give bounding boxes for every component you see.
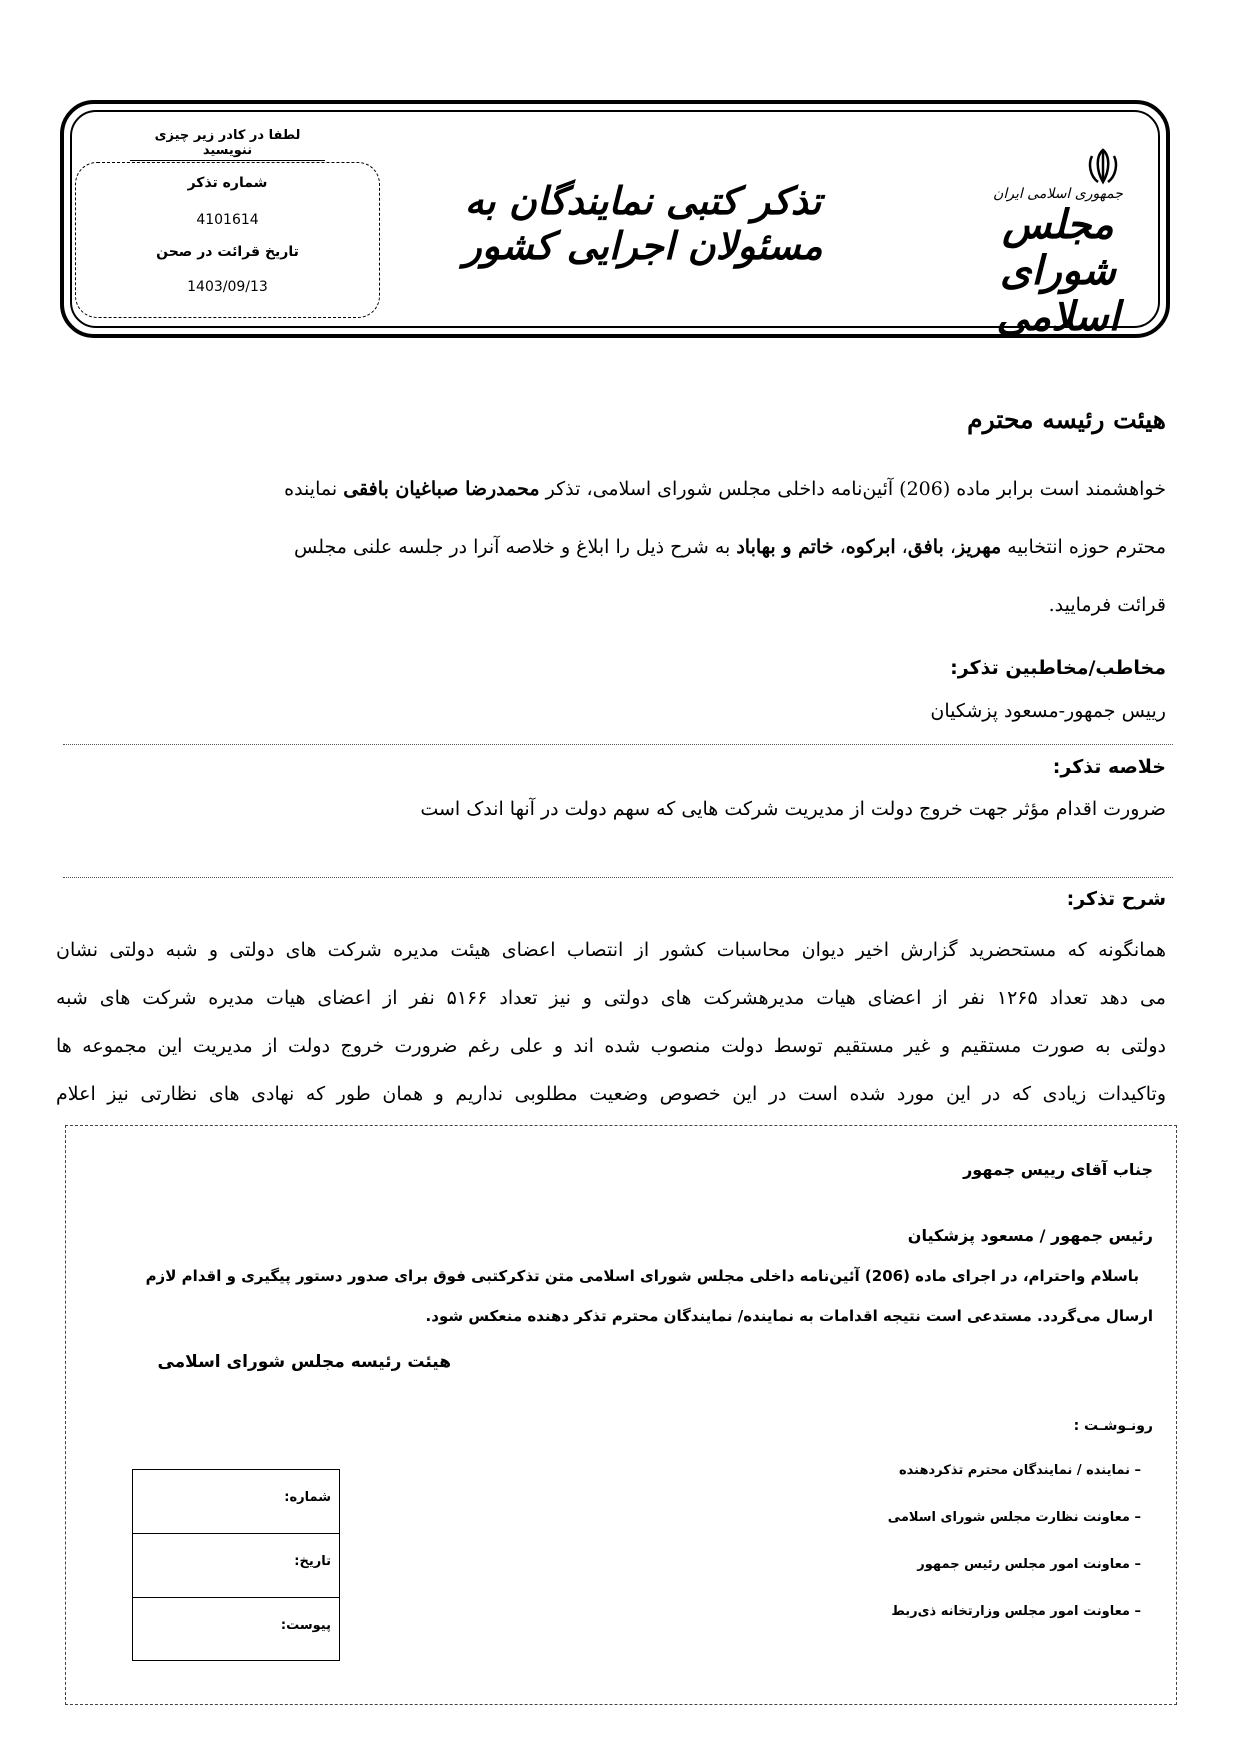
table-row (133, 1598, 339, 1662)
separator: ، (895, 536, 908, 558)
referral-body-line-2: ارسال می‌گردد. مستدعی است نتیجه اقدامات به نماینده/ نمایندگان محترم تذکر دهنده منعکس شود. (425, 1307, 1153, 1325)
description-heading: شرح تذکر: (1066, 888, 1166, 910)
intro-line-1 (56, 463, 1166, 515)
reminder-number-label: شماره تذکر (187, 175, 268, 191)
intro-text: نماینده (284, 478, 344, 500)
intro-line-3: قرائت فرمایید. (1048, 594, 1166, 616)
registry-table (132, 1469, 340, 1661)
description-line: دولتی به صورت مستقیم و غیر مستقیم توسط دولت منصوب شده اند و علی رغم ضرورت خروج دولت از مدیریت این مجموعه ها (56, 1035, 1166, 1057)
document-title: تذکر کتبی نمایندگان به مسئولان اجرایی کشور (463, 178, 823, 268)
summary-heading: خلاصه تذکر: (1052, 756, 1166, 778)
separator: ، (943, 536, 956, 558)
separator-line (63, 744, 1173, 745)
referral-addressee: رئیس جمهور / مسعود پزشکیان (907, 1226, 1153, 1245)
summary-value: ضرورت اقدام مؤثر جهت خروج دولت از مدیریت شرکت هایی که سهم دولت در آنها اندک است (420, 798, 1166, 820)
cc-item: – معاونت امور مجلس وزارتخانه ذی‌ربط (891, 1604, 1141, 1619)
description-line: وتاکیدات زیادی که در این مورد شده است در این خصوص وضعیت مطلوبی نداریم و همان طور که نهادی های نظارتی نیز اعلام (56, 1083, 1166, 1105)
intro-text: محترم حوزه انتخابیه (1001, 536, 1166, 558)
cc-item: – معاونت نظارت مجلس شورای اسلامی (887, 1510, 1141, 1525)
referral-to: جناب آقای رییس جمهور (963, 1160, 1153, 1179)
description-line: همانگونه که مستحضرید گزارش اخیر دیوان محاسبات کشور از انتصاب اعضای هیئت مدیره شرکت های دولتی و شبه دولتی نشان (56, 939, 1166, 961)
intro-text: خواهشمند است برابر ماده (206) آئین‌نامه داخلی مجلس شورای اسلامی، تذکر (539, 478, 1166, 500)
addressees-heading: مخاطب/مخاطبین تذکر: (950, 657, 1166, 679)
constituency-name: ابرکوه (845, 536, 896, 558)
emblem-icon (1086, 146, 1120, 186)
table-row (133, 1470, 339, 1534)
constituency-name: خاتم و بهاباد (736, 536, 834, 558)
registry-date-label: تاریخ: (294, 1554, 331, 1569)
registry-attachment-label: پیوست: (280, 1618, 331, 1633)
salutation-heading: هیئت رئیسه محترم (967, 405, 1166, 434)
cc-item: – نماینده / نمایندگان محترم تذکردهنده (899, 1463, 1141, 1478)
description-line: می دهد تعداد ۱۲۶۵ نفر از اعضای هیات مدیرهشرکت های دولتی و نیز تعداد ۵۱۶۶ نفر از اعضای هیات مدیره شرکت های شبه (56, 987, 1166, 1009)
logo-main-text: مجلس شورای اسلامی (996, 201, 1120, 340)
intro-text: به شرح ذیل را ابلاغ و خلاصه آنرا در جلسه علنی مجلس (294, 536, 737, 558)
cc-heading: رونـوشـت : (1073, 1418, 1153, 1434)
logo-top-text: جمهوری اسلامی ایران (993, 186, 1123, 202)
separator-line (63, 877, 1173, 878)
representative-name: محمدرضا صباغیان بافقی (343, 478, 540, 500)
intro-line-2 (56, 521, 1166, 573)
do-not-write-note: لطفا در کادر زیر چیزی ننویسید (130, 128, 325, 161)
reading-date: 1403/09/13 (187, 279, 268, 295)
addressees-value: رییس جمهور-مسعود پزشکیان (930, 700, 1166, 722)
referral-signature: هیئت رئیسه مجلس شورای اسلامی (157, 1352, 451, 1372)
reminder-number: 4101614 (196, 212, 259, 228)
registry-number-label: شماره: (284, 1490, 331, 1505)
reading-date-label: تاریخ قرائت در صحن (156, 244, 299, 260)
parliament-logo (958, 140, 1158, 340)
separator: ، (833, 536, 846, 558)
constituency-name: بافق (907, 536, 944, 558)
constituency-name: مهریز (956, 536, 1002, 558)
table-row (133, 1534, 339, 1598)
referral-body-line-1: باسلام واحترام، در اجرای ماده (206) آئین‌نامه داخلی مجلس شورای اسلامی متن تذکرکتبی فوق برای صدور دستور پیگیری و اقدام لازم (145, 1267, 1139, 1285)
cc-item: – معاونت امور مجلس رئیس جمهور (917, 1557, 1141, 1572)
